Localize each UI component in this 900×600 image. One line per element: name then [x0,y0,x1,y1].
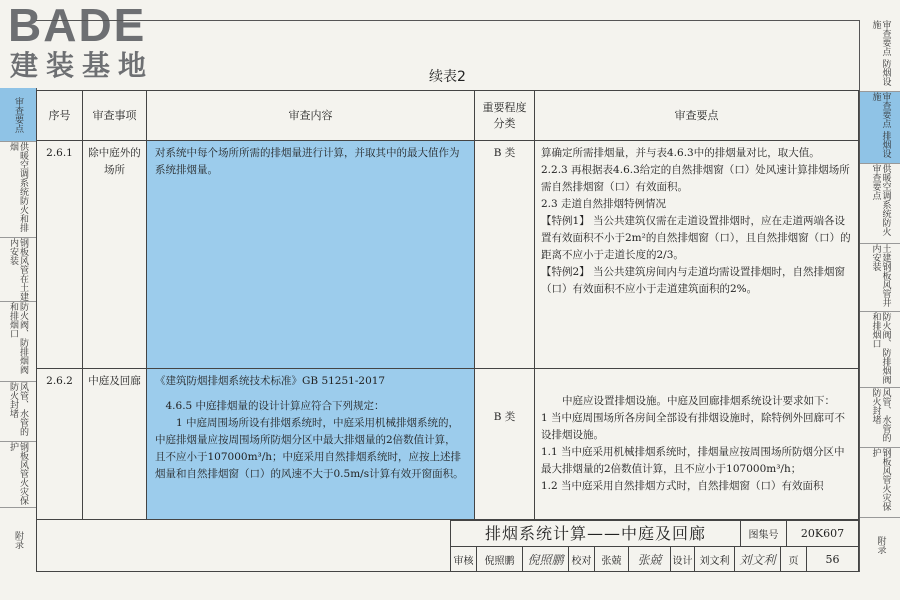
design-label: 设计 [671,547,695,571]
right-tab-5[interactable] [860,388,900,448]
right-tab-6[interactable] [860,448,900,518]
right-tab-label: 防火阀、防排烟阀和排烟口 [870,312,891,384]
row1-point: 2.2.3 再根据表4.6.3给定的自然排烟窗（口）处风速计算排烟场所需自然排烟窗（口）有效面积。 [541,164,850,193]
row1-point: 2.3 走道自然排烟特例情况 [541,198,667,210]
left-tab-0[interactable] [0,88,36,142]
row2-item: 中庭及回廊 [83,369,147,519]
left-tab-label: 钢板风管在土建内安装 [8,238,28,301]
check-name: 张兢 [595,547,629,571]
row2-content-line: 1 中庭周围场所设有排烟系统时，中庭采用机械排烟系统的，中庭排烟量应按周围场所防烟分区中最大排烟量的2倍数值计算，且不应小于107000m³/h；中庭采用自然排烟系统时，应按上述排烟量和自然排烟窗（口）的风速不大于0.5m/s计算有效开窗面积。 [155,417,464,480]
left-tab-3[interactable] [0,238,36,302]
page-number: 56 [825,552,840,566]
row1-points [535,141,858,369]
row2-point: 1.2 当中庭采用自然排烟方式时，自然排烟窗（口）有效面积 [541,480,824,492]
row1-point: 【特例1】 当公共建筑仅需在走道设置排烟时，应在走道两端各设置有效面积不小于2m²的自然排烟窗（口），且自然排烟窗（口）的距离不应小于走道长度的2/3。 [541,215,851,261]
left-tab-label: 风管、水管的防火封堵 [8,382,28,436]
review-name: 倪照鹏 [477,547,523,571]
table-title: 续表2 [429,69,466,85]
row2-level: B 类 [475,369,535,519]
left-tab-2[interactable] [0,142,36,238]
left-sidebar [0,88,37,572]
left-tab-label: 供暖空调系统防火和排烟 [8,142,28,232]
right-tab-label: 钢板风管火灾保护 [870,448,891,511]
right-tab-7[interactable] [860,518,900,572]
brand-subtitle: 建装基地 [10,49,155,82]
right-tab-2[interactable] [860,164,900,244]
header-item: 审查事项 [83,91,147,141]
left-tab-label: 审查要点 [13,96,23,133]
right-tab-label: 供暖空调系统防火 审查要点 [870,164,891,236]
row2-points [535,369,858,519]
row2-point: 1 当中庭周围场所各房间全部设有排烟设施时，除特例外回廊可不设排烟设施。 [541,412,846,441]
header-seq: 序号 [37,91,83,141]
left-tab-4[interactable] [0,302,36,382]
left-tab-7[interactable] [0,508,36,572]
header-level: 重要程度分类 [475,91,535,141]
review-table [36,90,859,520]
row1-point: 算确定所需排烟量，并与表4.6.3中的排烟量对比，取大值。 [541,147,820,159]
check-label: 校对 [569,547,595,571]
review-label: 审核 [451,547,477,571]
row1-level: B 类 [475,141,535,369]
left-tab-6[interactable] [0,442,36,508]
row2-content [147,369,475,519]
row2-content-line: 4.6.5 中庭排烟量的设计计算应符合下列规定： [165,400,385,412]
right-tab-label: 审查要点 防烟设施 [870,20,891,86]
drawing-title: 排烟系统计算——中庭及回廊 [451,521,741,547]
check-signature: 张兢 [629,547,671,571]
row2-point: 中庭应设置排烟设施。中庭及回廊排烟系统设计要求如下： [562,395,835,407]
left-tab-label: 钢板风管火灾保护 [8,442,28,505]
footer-blank [36,520,450,572]
right-tab-label: 附录 [875,536,886,554]
design-name: 刘文利 [695,547,735,571]
row2-point: 1.1 当中庭采用机械排烟系统时，排烟量应按周围场所防烟分区中最大排烟量的2倍数值计算，且不应小于107000m³/h； [541,446,845,475]
row1-point: 【特例2】 当公共建筑房间内与走道均需设置排烟时，自然排烟窗（口）有效面积不应小于走道建筑面积的2%。 [541,266,846,295]
review-signature: 倪照鹏 [523,547,569,571]
title-block [450,520,859,572]
row2-content-line: 《建筑防烟排烟系统技术标准》GB 51251-2017 [155,375,386,387]
header-points: 审查要点 [535,91,858,141]
left-tab-5[interactable] [0,382,36,442]
page-label: 页 [781,547,807,571]
right-tab-3[interactable] [860,244,900,312]
atlas-number: 20K607 [787,521,858,547]
left-tab-label: 附录 [13,531,23,549]
row1-item: 除中庭外的场所 [83,141,147,369]
right-tab-1[interactable] [860,92,900,164]
brand-logo: BADE [8,0,147,51]
header-content: 审查内容 [147,91,475,141]
atlas-label: 图集号 [741,521,787,547]
design-signature: 刘文利 [735,547,781,571]
row1-seq: 2.6.1 [37,141,83,369]
row2-seq: 2.6.2 [37,369,83,519]
right-tab-0[interactable] [860,20,900,92]
right-sidebar [859,20,900,572]
right-tab-4[interactable] [860,312,900,388]
left-tab-label: 防火阀、防排烟阀和排烟口 [8,302,28,374]
right-tab-label: 土建钢板风管井内安装 [870,244,891,307]
right-tab-label: 风管、水管的防火封堵 [870,388,891,442]
row1-content: 对系统中每个场所所需的排烟量进行计算，并取其中的最大值作为系统排烟量。 [147,141,475,369]
right-tab-label: 审查要点 排烟设施 [870,92,891,158]
